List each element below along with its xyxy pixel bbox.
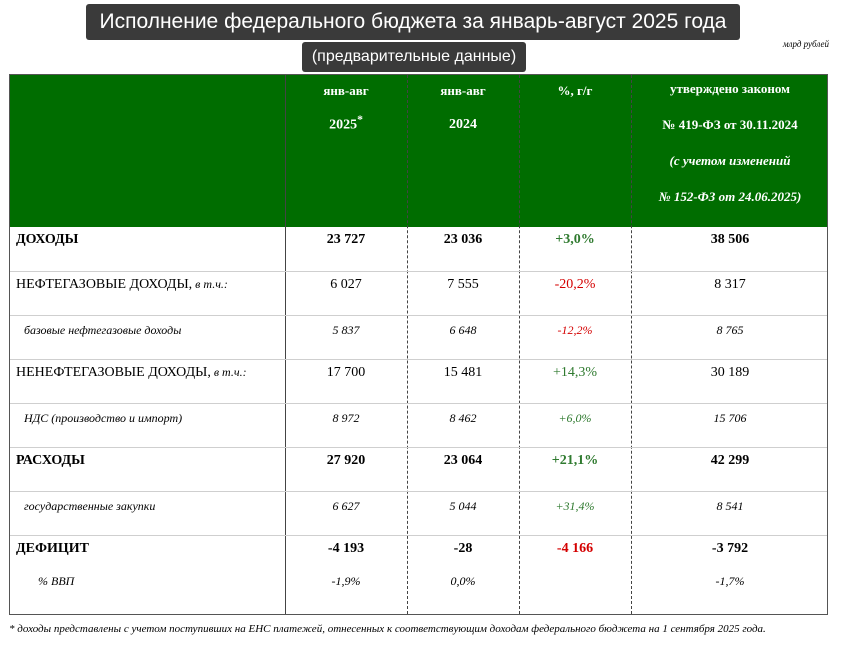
header-yoy (519, 75, 631, 227)
cell-yoy: +21,1% (551, 453, 599, 468)
cell-yoy: +31,4% (555, 499, 595, 513)
cell-law: 8 541 (716, 499, 744, 513)
cell-2025: 6 027 (330, 277, 362, 292)
cell-2024: 23 064 (443, 453, 483, 468)
cell-2025: 23 727 (326, 232, 366, 247)
row-label: ДЕФИЦИТ (16, 541, 90, 556)
cell-yoy: +14,3% (552, 365, 598, 380)
cell-2025: -1,9% (331, 574, 361, 588)
row-label (10, 360, 285, 403)
cell-yoy: -4 166 (556, 541, 594, 556)
units-label: млрд рублей (782, 39, 829, 49)
header-col4-line1: утверждено законом (669, 81, 791, 96)
cell-yoy (519, 569, 631, 613)
footnote: * доходы представлены с учетом поступивших на ЕНС платежей, отнесенных к соответствующим доходам федерального бюджета на 1 сентября 2025 года. (9, 623, 766, 635)
row-label: НДС (производство и импорт) (24, 411, 183, 425)
cell-yoy: -20,2% (554, 277, 596, 292)
cell-2025: 6 627 (332, 499, 360, 513)
cell-law: 8 765 (716, 323, 744, 337)
cell-2025: 8 972 (332, 411, 360, 425)
cell-2024: 0,0% (450, 574, 476, 588)
header-approved-law (631, 75, 829, 227)
header-col4-line4: № 152-ФЗ от 24.06.2025) (658, 189, 802, 204)
table-row-procurement (10, 491, 827, 535)
table-header (10, 75, 827, 227)
page-title: Исполнение федерального бюджета за январь-август 2025 года (86, 4, 740, 40)
cell-2025: 17 700 (326, 365, 366, 380)
header-jan-aug-2025 (285, 75, 407, 227)
cell-law: -1,7% (715, 574, 745, 588)
row-label-main: НЕНЕФТЕГАЗОВЫЕ ДОХОДЫ, (16, 365, 211, 380)
table-row-vat (10, 403, 827, 447)
table-row-revenues (10, 227, 827, 271)
table-row-base-oil-gas (10, 315, 827, 359)
page-subtitle: (предварительные данные) (302, 42, 526, 72)
row-label: % ВВП (38, 574, 75, 588)
cell-2025: 5 837 (332, 323, 360, 337)
cell-2024: -28 (453, 541, 473, 556)
cell-yoy: +6,0% (558, 411, 592, 425)
table-row-gdp-share (10, 569, 827, 613)
header-col1-footnote-mark: * (357, 113, 363, 126)
cell-law: 30 189 (710, 365, 750, 380)
cell-2024: 7 555 (447, 277, 479, 292)
header-col1-year: 2025 (329, 117, 358, 133)
row-label: РАСХОДЫ (16, 453, 85, 468)
header-col1-line2 (285, 113, 407, 134)
cell-law: 38 506 (710, 232, 750, 247)
cell-2024: 23 036 (443, 232, 483, 247)
cell-2024: 15 481 (443, 365, 483, 380)
row-label: государственные закупки (24, 499, 156, 513)
header-col3: %, г/г (557, 83, 593, 98)
header-col2-line2: 2024 (449, 117, 477, 132)
cell-law: 15 706 (713, 411, 747, 425)
cell-yoy: -12,2% (557, 323, 593, 337)
cell-2025: 27 920 (326, 453, 366, 468)
cell-law: -3 792 (711, 541, 749, 556)
row-label: базовые нефтегазовые доходы (24, 323, 182, 337)
row-label-suffix: в т.ч.: (192, 277, 228, 291)
table-row-deficit (10, 535, 827, 571)
header-jan-aug-2024 (407, 75, 519, 227)
budget-table (9, 74, 828, 615)
cell-2024: 6 648 (449, 323, 477, 337)
header-col4-line3: (с учетом изменений (669, 153, 791, 168)
table-row-non-oil-gas (10, 359, 827, 403)
cell-law: 42 299 (710, 453, 750, 468)
header-col1-line1: янв-авг (323, 83, 369, 98)
header-col2-line1: янв-авг (440, 83, 486, 98)
cell-2024: 5 044 (449, 499, 477, 513)
table-row-oil-gas (10, 271, 827, 315)
row-label (10, 272, 285, 315)
header-col4-line2: № 419-ФЗ от 30.11.2024 (662, 117, 798, 132)
row-label-main: НЕФТЕГАЗОВЫЕ ДОХОДЫ, (16, 277, 193, 292)
cell-law: 8 317 (714, 277, 746, 292)
row-label-suffix: в т.ч.: (210, 365, 247, 379)
cell-2025: -4 193 (327, 541, 365, 556)
table-row-expenditures (10, 447, 827, 491)
cell-yoy: +3,0% (555, 232, 595, 247)
row-label: ДОХОДЫ (16, 232, 79, 247)
cell-2024: 8 462 (449, 411, 477, 425)
